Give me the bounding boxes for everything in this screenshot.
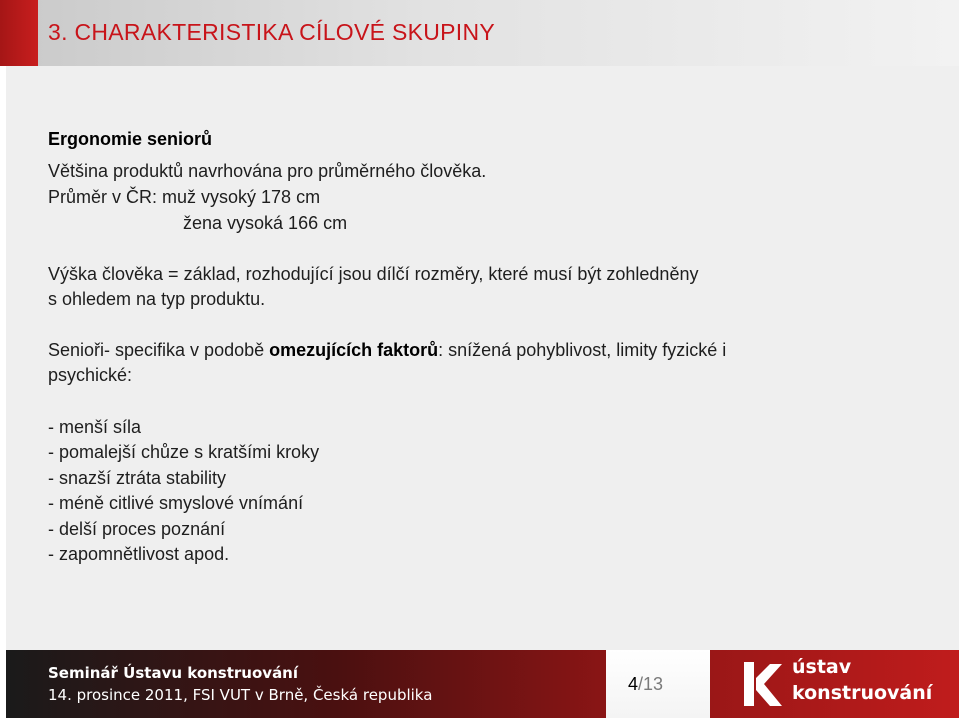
- paragraph-2: Průměr v ČR: muž vysoký 178 cm: [48, 187, 321, 207]
- list-item: - delší proces poznání: [48, 519, 226, 539]
- page-current: 4: [628, 674, 639, 694]
- footer-seminar: Seminář Ústavu konstruování: [48, 664, 299, 682]
- footer-info: [6, 650, 606, 718]
- institute-logo: [740, 654, 950, 714]
- paragraph-5-post: : snížená pohyblivost, limity fyzické i: [438, 340, 727, 360]
- paragraph-3: žena vysoká 166 cm: [183, 213, 348, 233]
- paragraph-5-bold: omezujících faktorů: [269, 340, 439, 360]
- logo-text-line1: ústav: [792, 656, 852, 678]
- paragraph-5b: psychické:: [48, 365, 133, 385]
- page-separator: /: [638, 674, 644, 694]
- slide-title: 3. CHARAKTERISTIKA CÍLOVÉ SKUPINY: [48, 19, 496, 45]
- list-item: - zapomnětlivost apod.: [48, 544, 230, 564]
- page-indicator: [606, 650, 710, 718]
- list-item: - méně citlivé smyslové vnímání: [48, 493, 304, 513]
- paragraph-5-pre: Senioři- specifika v podobě: [48, 340, 270, 360]
- list-item: - snazší ztráta stability: [48, 468, 227, 488]
- paragraph-1: Většina produktů navrhována pro průměrného člověka.: [48, 161, 487, 181]
- paragraph-5: [48, 339, 726, 361]
- list-item: - menší síla: [48, 417, 142, 437]
- list-item: - pomalejší chůze s kratšími kroky: [48, 442, 320, 462]
- logo-mark-icon: [740, 656, 784, 710]
- footer-date: 14. prosince 2011, FSI VUT v Brně, Česká republika: [48, 686, 433, 704]
- section-heading: Ergonomie seniorů: [48, 129, 213, 149]
- title-accent: [0, 0, 38, 66]
- paragraph-4b: s ohledem na typ produktu.: [48, 289, 266, 309]
- page-total: 13: [643, 674, 664, 694]
- logo-text-line2: konstruování: [792, 682, 933, 704]
- paragraph-4a: Výška člověka = základ, rozhodující jsou dílčí rozměry, které musí být zohledněny: [48, 264, 699, 284]
- page-number: [628, 674, 663, 695]
- title-bar: [0, 0, 959, 66]
